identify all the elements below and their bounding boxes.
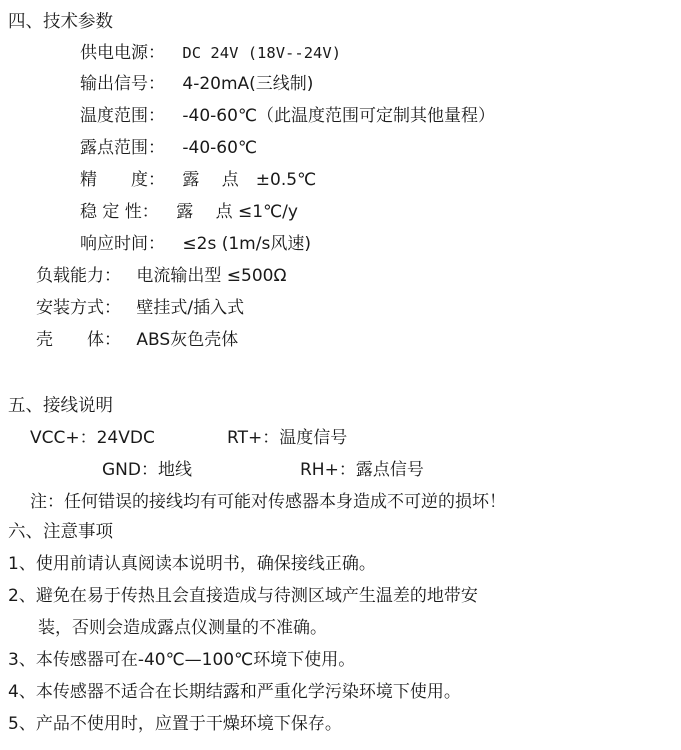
param-row-accuracy bbox=[80, 168, 316, 192]
param-row-temp-range bbox=[80, 104, 495, 128]
param-row-housing bbox=[36, 328, 238, 352]
note-item-2-continued: 装，否则会造成露点仪测量的不准确。 bbox=[38, 618, 327, 638]
param-value: 电流输出型 ≤500Ω bbox=[136, 266, 287, 286]
note-item-5: 5、产品不使用时，应置于干燥环境下保存。 bbox=[8, 714, 342, 734]
param-label: 供电电源： bbox=[80, 43, 165, 63]
param-row-output bbox=[80, 72, 313, 96]
param-value: 壁挂式/插入式 bbox=[136, 298, 245, 318]
param-label: 输出信号： bbox=[80, 74, 165, 94]
param-value: 4-20mA(三线制) bbox=[182, 74, 314, 94]
param-value: 露 点 ≤1℃/y bbox=[176, 202, 298, 222]
param-label: 露点范围： bbox=[80, 138, 165, 158]
param-row-install bbox=[36, 296, 244, 320]
param-label: 安装方式： bbox=[36, 298, 121, 318]
wiring-vcc: VCC+：24VDC bbox=[30, 428, 155, 448]
param-row-response bbox=[80, 232, 311, 256]
section-4-title: 四、技术参数 bbox=[8, 12, 113, 32]
param-label: 壳 体： bbox=[36, 330, 121, 350]
note-item-4: 4、本传感器不适合在长期结露和严重化学污染环境下使用。 bbox=[8, 682, 461, 702]
param-value: -40-60℃ bbox=[182, 138, 258, 158]
wiring-warning-note: 注：任何错误的接线均有可能对传感器本身造成不可逆的损坏！ bbox=[30, 492, 506, 512]
param-row-dew-range bbox=[80, 136, 257, 160]
param-label: 负载能力： bbox=[36, 266, 121, 286]
note-item-3: 3、本传感器可在-40℃—100℃环境下使用。 bbox=[8, 650, 356, 670]
note-item-1: 1、使用前请认真阅读本说明书，确保接线正确。 bbox=[8, 554, 376, 574]
param-value: -40-60℃（此温度范围可定制其他量程） bbox=[182, 106, 496, 126]
param-row-stability bbox=[80, 200, 298, 224]
param-row-load bbox=[36, 264, 287, 288]
param-value: ≤2s (1m/s风速) bbox=[182, 234, 311, 254]
section-6-title: 六、注意事项 bbox=[8, 522, 113, 542]
param-value: DC 24V (18V--24V) bbox=[182, 44, 342, 62]
param-label: 稳 定 性： bbox=[80, 202, 159, 222]
param-label: 温度范围： bbox=[80, 106, 165, 126]
param-row-power bbox=[80, 41, 341, 65]
param-value: ABS灰色壳体 bbox=[136, 330, 239, 350]
section-5-title: 五、接线说明 bbox=[8, 396, 113, 416]
wiring-rh: RH+：露点信号 bbox=[300, 460, 424, 480]
param-label: 响应时间： bbox=[80, 234, 165, 254]
note-item-2: 2、避免在易于传热且会直接造成与待测区域产生温差的地带安 bbox=[8, 586, 478, 606]
wiring-gnd: GND：地线 bbox=[102, 460, 192, 480]
param-label: 精 度： bbox=[80, 170, 165, 190]
param-value: 露 点 ±0.5℃ bbox=[182, 170, 317, 190]
wiring-rt: RT+：温度信号 bbox=[227, 428, 348, 448]
